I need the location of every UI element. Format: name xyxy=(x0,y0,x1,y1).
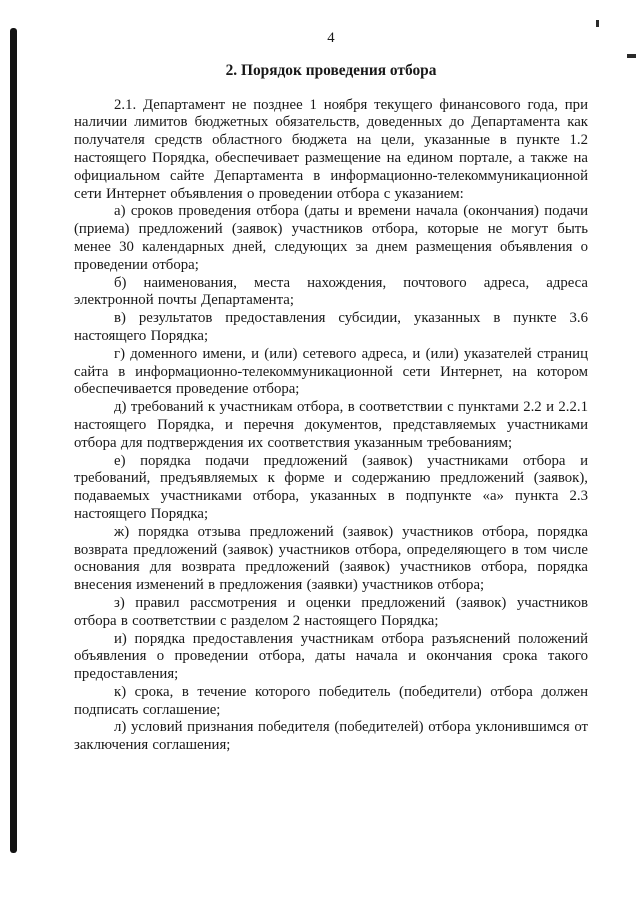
page-number: 4 xyxy=(327,30,335,46)
paragraph-item-v: в) результатов предоставления субсидии, указанных в пункте 3.6 настоящего Порядка; xyxy=(74,310,588,344)
document-body xyxy=(74,97,588,755)
section-heading: 2. Порядок проведения отбора xyxy=(225,61,437,79)
paragraph-item-zh: ж) порядка отзыва предложений (заявок) участников отбора, порядка возврата предложений (заявок) участников отбора, определяющего в том числе основания для возврата предложений (заявок) участников отбора, порядка внесения изменений в предложения (заявки) участников отбора; xyxy=(74,523,588,594)
paragraph-item-z: з) правил рассмотрения и оценки предложений (заявок) участников отбора в соответствии с разделом 2 настоящего Порядка; xyxy=(74,594,588,629)
scan-speck-right xyxy=(627,54,636,58)
paragraph-item-e: е) порядка подачи предложений (заявок) участниками отбора и требований, предъявляемых к форме и содержанию предложений (заявок), подаваемых участниками отбора, указанных в подпункте «а» пункта 2.3 настоящего Порядка; xyxy=(74,452,588,522)
paragraph-item-b: б) наименования, места нахождения, почтового адреса, адреса электронной почты Департамента; xyxy=(74,274,588,309)
paragraph-item-i: и) порядка предоставления участникам отбора разъяснений положений объявления о проведении отбора, даты начала и окончания срока такого предоставления; xyxy=(74,630,588,683)
document-content xyxy=(74,30,588,755)
paragraph-item-k: к) срока, в течение которого победитель (победители) отбора должен подписать соглашение; xyxy=(74,683,588,718)
paragraph-item-l: л) условий признания победителя (победителей) отбора уклонившимся от заключения соглашения; xyxy=(74,719,588,754)
scan-speck-top xyxy=(596,20,599,27)
paragraph-item-a: а) сроков проведения отбора (даты и времени начала (окончания) подачи (приема) предложений (заявок) участников отбора, которые не могут быть менее 30 календарных дней, следующих за днем размещения объявления о проведении отбора; xyxy=(74,203,588,273)
paragraph-item-g: г) доменного имени, и (или) сетевого адреса, и (или) указателей страниц сайта в информационно-телекоммуникационной сети Интернет, на котором обеспечивается проведение отбора; xyxy=(74,345,588,398)
paragraph-item-d: д) требований к участникам отбора, в соответствии с пунктами 2.2 и 2.2.1 настоящего Порядка, и перечня документов, представляемых участниками отбора для подтверждения их соответствия указанным требованиям; xyxy=(74,399,588,451)
scan-edge-artifact-bar xyxy=(10,28,17,853)
paragraph-2-1: 2.1. Департамент не позднее 1 ноября текущего финансового года, при наличии лимитов бюджетных обязательств, доведенных до Департамента как получателя средств областного бюджета на цели, указанные в пункте 1.2 настоящего Порядка, обеспечивает размещение на едином портале, а также на официальном сайте Департамента в информационно-телекоммуникационной сети Интернет объявления о проведении отбора с указанием: xyxy=(74,96,588,202)
